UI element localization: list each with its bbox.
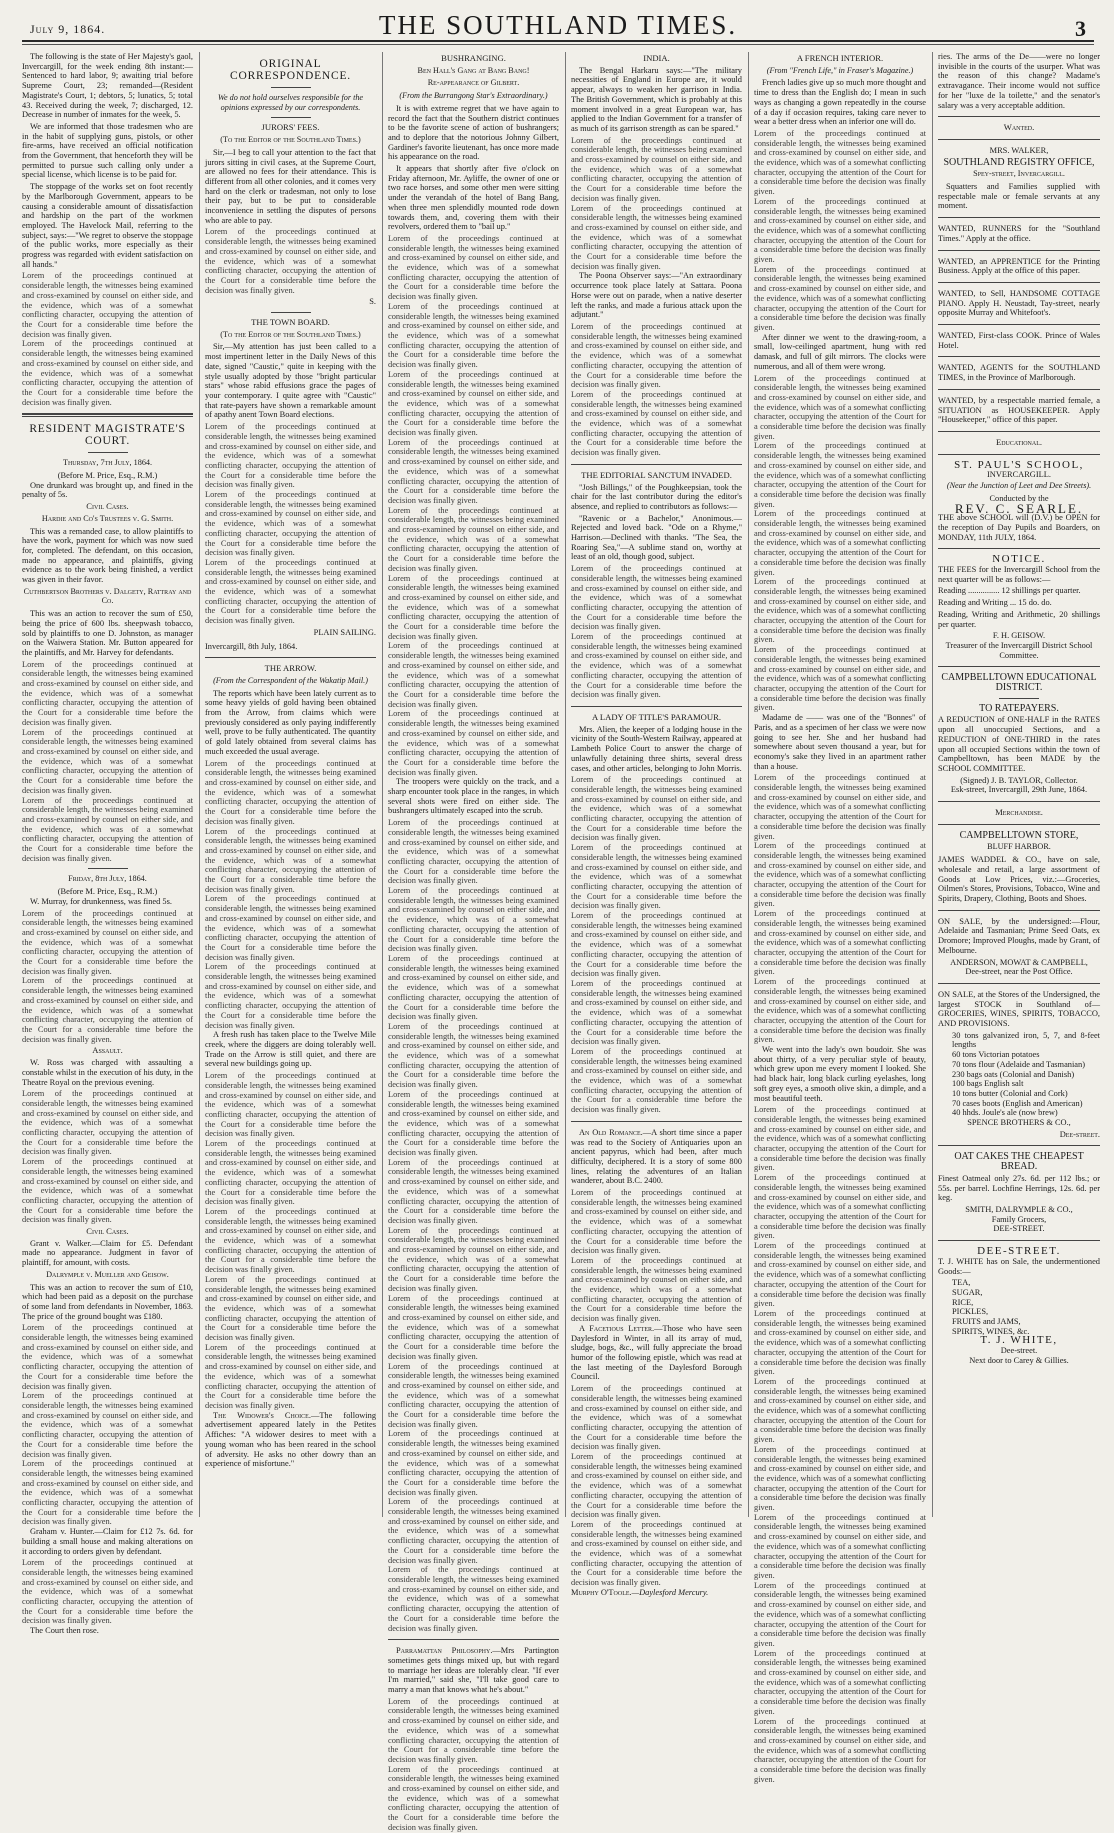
campbelltown-text: A REDUCTION of ONE-HALF in the RATES upon all unoccupied Sections, and a REDUCTION of ONE-THIRD in the rates upon all occupied Sections within the town of Campbelltown, has been MADE by the SCHOOL COMMITTEE. bbox=[938, 715, 1100, 773]
assault-heading: Assault. bbox=[92, 1045, 123, 1056]
goods-item: TEA, bbox=[952, 1278, 971, 1288]
ad-rule bbox=[938, 548, 1100, 549]
stock-item: 30 tons galvanized iron, 5, 7, and 8-feet lengths bbox=[952, 1030, 1100, 1050]
filler-text: Lorem of the proceedings continued at considerable length, the witnesses being examined and cross-examined by counsel on either side, and the evidence, which was of a somewhat conflicting character, occupying the attention of the Court for a considerable time before the decision was finally given. bbox=[205, 894, 376, 962]
arrow-text: A fresh rush has taken place to the Twelve Mile creek, where the diggers are doing tolerably well. Trade on the Arrow is still quiet, and there are several new buildings going up. bbox=[205, 1030, 376, 1069]
school-name: ST. PAUL'S SCHOOL, bbox=[954, 458, 1084, 471]
filler-text: Lorem of the proceedings continued at considerable length, the witnesses being examined and cross-examined by counsel on either side, and the evidence, which was of a somewhat conflicting character, occupying the attention of the Court for a considerable time before the decision was finally given. bbox=[754, 1648, 926, 1716]
facetious-letter-title: A Facetious Letter. bbox=[579, 1323, 655, 1333]
oatcake-signature-line: DEE-STREET. bbox=[993, 1224, 1045, 1234]
filler-text: Lorem of the proceedings continued at considerable length, the witnesses being examined and cross-examined by counsel on either side, and the evidence, which was of a somewhat conflicting character, occupying the attention of the Court for a considerable time before the decision was finally given. bbox=[388, 886, 559, 954]
fee-line: Reading, Writing and Arithmetic, 20 shillings per quarter. bbox=[938, 609, 1100, 629]
filler-text: Lorem of the proceedings continued at considerable length, the witnesses being examined and cross-examined by counsel on either side, and the evidence, which was of a somewhat conflicting character, occupying the attention of the Court for a considerable time before the decision was finally given. bbox=[571, 1046, 742, 1115]
dee-street-heading: DEE-STREET. bbox=[977, 1245, 1061, 1258]
case-text: This was a remanded case, to allow plaintiffs to have the work, payment for which was now sued for, completed. The defendant, on this occasion, made no appearance, and plaintiffs, giving evidence as to the work being finished, a verdict was given in their favor. bbox=[22, 526, 193, 585]
filler-text: Lorem of the proceedings continued at considerable length, the witnesses being examined and cross-examined by counsel on either side, and the evidence, which was of a somewhat conflicting character, occupying the attention of the Court for a considerable time before the decision was finally given. bbox=[388, 1293, 559, 1361]
lady-of-title-text: Mrs. Alien, the keeper of a lodging house in the vicinity of the South-Western Railway, appeared at Lambeth Police Court to answer the charge of unlawfully detaining three shirts, several dress cases, and other articles, belonging to John Morris. bbox=[571, 724, 742, 773]
wanted-ad: WANTED, an APPRENTICE for the Printing Business. Apply at the office of this paper. bbox=[938, 256, 1100, 276]
partington-item bbox=[388, 1646, 559, 1695]
divider bbox=[999, 698, 1039, 699]
white-text: T. J. WHITE has on Sale, the undermentioned Goods:— bbox=[938, 1256, 1100, 1276]
correspondence-heading: ORIGINAL CORRESPONDENCE. bbox=[230, 58, 351, 82]
civil-cases-heading: Civil Cases. bbox=[86, 501, 129, 512]
filler-text: Lorem of the proceedings continued at considerable length, the witnesses being examined and cross-examined by counsel on either side, and the evidence, which was of a somewhat conflicting character, occupying the attention of the Court for a considerable time before the decision was finally given. bbox=[205, 490, 376, 558]
filler-text: Lorem of the proceedings continued at considerable length, the witnesses being examined and cross-examined by counsel on either side, and the evidence, which was of a somewhat conflicting character, occupying the attention of the Court for a considerable time before the decision was finally given. bbox=[205, 962, 376, 1030]
educational-heading: Educational. bbox=[995, 436, 1043, 447]
filler-text: Lorem of the proceedings continued at considerable length, the witnesses being examined and cross-examined by counsel on either side, and the evidence, which was of a somewhat conflicting character, occupying the attention of the Court for a considerable time before the decision was finally given. bbox=[22, 1323, 193, 1391]
filler-text: Lorem of the proceedings continued at considerable length, the witnesses being examined and cross-examined by counsel on either side, and the evidence, which was of a somewhat conflicting character, occupying the attention of the Court for a considerable time before the decision was finally given. bbox=[388, 953, 559, 1022]
oatcake-heading: OAT CAKES THE CHEAPEST BREAD. bbox=[954, 1151, 1084, 1173]
masthead bbox=[22, 10, 1094, 42]
fee-line: Reading ............... 12 shillings per quarter. bbox=[938, 586, 1081, 596]
filler-text: Lorem of the proceedings continued at considerable length, the witnesses being examined and cross-examined by counsel on either side, and the evidence, which was of a somewhat conflicting character, occupying the attention of the Court for a considerable time before the decision was finally given. bbox=[388, 233, 559, 302]
ad-rule bbox=[938, 217, 1100, 218]
facetious-letter-source: —Daylesford Mercury. bbox=[631, 1587, 709, 1597]
filler-text: Lorem of the proceedings continued at considerable length, the witnesses being examined and cross-examined by counsel on either side, and the evidence, which was of a somewhat conflicting character, occupying the attention of the Court for a considerable time before the decision was finally given. bbox=[388, 1157, 559, 1225]
case-title: Hardie and Co's Trustees v. G. Smith. bbox=[41, 513, 174, 523]
white-address: Next door to Carey & Gillies. bbox=[969, 1355, 1069, 1365]
masthead-rule bbox=[22, 44, 1094, 45]
letter-address: (To the Editor of the Southland Times.) bbox=[220, 135, 361, 145]
filler-text: Lorem of the proceedings continued at considerable length, the witnesses being examined and cross-examined by counsel on either side, and the evidence, which was of a somewhat conflicting character, occupying the attention of the Court for a considerable time before the decision was finally given. bbox=[205, 1342, 376, 1410]
filler-text: Lorem of the proceedings continued at considerable length, the witnesses being examined and cross-examined by counsel on either side, and the evidence, which was of a somewhat conflicting character, occupying the attention of the Court for a considerable time before the decision was finally given. bbox=[22, 1558, 193, 1626]
filler-text: Lorem of the proceedings continued at considerable length, the witnesses being examined and cross-examined by counsel on either side, and the evidence, which was of a somewhat conflicting character, occupying the attention of the Court for a considerable time before the decision was finally given. bbox=[22, 1089, 193, 1157]
ad-rule bbox=[938, 983, 1100, 984]
bushranging-subhead: Re-appearance of Gilbert. bbox=[427, 78, 520, 88]
bushranging-subhead: Ben Hall's Gang at Bang Bang! bbox=[417, 65, 530, 75]
wanted-ad: WANTED, AGENTS for the SOUTHLAND TIMES, in the Province of Marlborough. bbox=[938, 363, 1100, 383]
filler-text: Lorem of the proceedings continued at considerable length, the witnesses being examined and cross-examined by counsel on either side, and the evidence, which was of a somewhat conflicting character, occupying the attention of the Court for a considerable time before the decision was finally given. bbox=[388, 1089, 559, 1158]
school-text: THE above SCHOOL will (D.V.) be OPEN for the reception of Day Pupils and Boarders, on MONDAY, 11th JULY, 1864. bbox=[938, 513, 1100, 542]
store-name: CAMPBELLTOWN STORE, bbox=[959, 829, 1079, 841]
case-text: Graham v. Hunter.—Claim for £12 7s. 6d. for building a small house and making alterations on it according to orders given by defendant. bbox=[22, 1527, 193, 1556]
school-location: (Near the Junction of Leet and Dee Streets). bbox=[946, 481, 1092, 491]
goods-item: FRUITS and JAMS, bbox=[952, 1317, 1021, 1327]
case-text: Grant v. Walker.—Claim for £5. Defendant made no appearance. Judgment in favor of plaintiff, for amount, with costs. bbox=[22, 1238, 193, 1268]
widower-item bbox=[205, 1411, 376, 1469]
letter-signature: S. bbox=[369, 297, 376, 307]
wanted-ad: WANTED, by a respectable married female, a SITUATION as HOUSEKEEPER. Apply "Housekeeper," office of this paper. bbox=[938, 395, 1100, 425]
facetious-letter-item bbox=[571, 1324, 742, 1382]
ad-rule bbox=[938, 1240, 1100, 1241]
filler-text: Lorem of the proceedings continued at considerable length, the witnesses being examined and cross-examined by counsel on either side, and the evidence, which was of a somewhat conflicting character, occupying the attention of the Court for a considerable time before the decision was finally given. bbox=[205, 1274, 376, 1343]
campbelltown-district-heading: CAMPBELLTOWN EDUCATIONAL DISTRICT. bbox=[941, 672, 1097, 694]
campbelltown-signature: (Signed) J. B. TAYLOR, Collector. bbox=[960, 775, 1078, 785]
french-interior-text: After dinner we went to the drawing-room, a small, low-ceilinged apartment, hung with red damask, and full of gilt mirrors. The clocks were numerous, and all of them were wrong. bbox=[754, 332, 926, 371]
filler-text: Lorem of the proceedings continued at considerable length, the witnesses being examined and cross-examined by counsel on either side, and the evidence, which was of a somewhat conflicting character, occupying the attention of the Court for a considerable time before the decision was finally given. bbox=[388, 1361, 559, 1429]
filler-text: Lorem of the proceedings continued at considerable length, the witnesses being examined and cross-examined by counsel on either side, and the evidence, which was of a somewhat conflicting character, occupying the attention of the Court for a considerable time before the decision was finally given. bbox=[388, 709, 559, 777]
section-rule bbox=[205, 657, 376, 658]
filler-text: Lorem of the proceedings continued at considerable length, the witnesses being examined and cross-examined by counsel on either side, and the evidence, which was of a somewhat conflicting character, occupying the attention of the Court for a considerable time before the decision was finally given. bbox=[754, 977, 926, 1045]
filler-text: Lorem of the proceedings continued at considerable length, the witnesses being examined and cross-examined by counsel on either side, and the evidence, which was of a somewhat conflicting character, occupying the attention of the Court for a considerable time before the decision was finally given. bbox=[22, 727, 193, 795]
oatcake-signature-line: Family Grocers, bbox=[991, 1214, 1047, 1224]
section-rule bbox=[938, 431, 1100, 432]
filler-text: Lorem of the proceedings continued at considerable length, the witnesses being examined and cross-examined by counsel on either side, and the evidence, which was of a somewhat conflicting character, occupying the attention of the Court for a considerable time before the decision was finally given. bbox=[754, 909, 926, 977]
divider bbox=[271, 87, 311, 88]
divider bbox=[88, 868, 128, 869]
ad-rule bbox=[938, 324, 1100, 325]
old-romance-item bbox=[571, 1128, 742, 1186]
filler-text: Lorem of the proceedings continued at considerable length, the witnesses being examined and cross-examined by counsel on either side, and the evidence, which was of a somewhat conflicting character, occupying the attention of the Court for a considerable time before the decision was finally given. bbox=[388, 1764, 559, 1832]
french-interior-source: (From "French Life," in Fraser's Magazine.) bbox=[766, 65, 914, 75]
india-heading: INDIA. bbox=[643, 53, 670, 63]
case-text: This was an action to recover the sum of £50, being the price of 600 lbs. sheepwash tobacco, sold by plaintiffs to one D. Johnston, as manager on the Waiwera Station. Mr. Button appeared for the plaintiffs, and Mr. Harvey for defendants. bbox=[22, 609, 193, 657]
goods-item: PICKLES, bbox=[952, 1307, 989, 1317]
sale-text: ON SALE, at the Stores of the Undersigned, the largest STOCK in Southland of—GROCERIES, WINES, SPIRITS, TOBACCO, AND PROVISIONS. bbox=[938, 989, 1100, 1029]
oatcake-signature: SMITH, DALRYMPLE & CO., bbox=[965, 1204, 1073, 1214]
filler-text: Lorem of the proceedings continued at considerable length, the witnesses being examined and cross-examined by counsel on either side, and the evidence, which was of a somewhat conflicting character, occupying the attention of the Court for a considerable time before the decision was finally given. bbox=[22, 659, 193, 727]
section-rule bbox=[388, 1639, 559, 1640]
stock-item: 40 hhds. Joule's ale (now brew) bbox=[952, 1108, 1058, 1118]
filler-text: Lorem of the proceedings continued at considerable length, the witnesses being examined and cross-examined by counsel on either side, and the evidence, which was of a somewhat conflicting character, occupying the attention of the Court for a considerable time before the decision was finally given. bbox=[22, 271, 193, 339]
india-text: The Bengal Harkaru says:—"The military necessities of England in Europe are, it would appear, always to weaken her garrison in India. The British Government, which is probably at this moment involved in a great European war, has applied to the Indian Government for a transfer of as much of its garrison strength as can be spared." bbox=[571, 65, 742, 133]
filler-text: Lorem of the proceedings continued at considerable length, the witnesses being examined and cross-examined by counsel on either side, and the evidence, which was of a somewhat conflicting character, occupying the attention of the Court for a considerable time before the decision was finally given. bbox=[388, 641, 559, 709]
case-title: Dalrymple v. Mueller and Geisow. bbox=[46, 1269, 169, 1279]
filler-text: Lorem of the proceedings continued at considerable length, the witnesses being examined and cross-examined by counsel on either side, and the evidence, which was of a somewhat conflicting character, occupying the attention of the Court for a considerable time before the decision was finally given. bbox=[754, 441, 926, 509]
india-text: The Poona Observer says:—"An extraordinary occurrence took place lately at Sattara. Poona Horse were out on parade, when a native deserter left the ranks, and made a furious attack upon the adjutant." bbox=[571, 271, 742, 320]
filler-text: Lorem of the proceedings continued at considerable length, the witnesses being examined and cross-examined by counsel on either side, and the evidence, which was of a somewhat conflicting character, occupying the attention of the Court for a considerable time before the decision was finally given. bbox=[754, 773, 926, 841]
divider bbox=[88, 452, 128, 453]
old-romance-text: —A short time since a paper was read to the Society of Antiquaries upon an ancient papyrus, which had been, after much difficulty, deciphered. It is a story of some 800 lines, relating the adventures of an Italian wanderer, about B.C. 2400. bbox=[571, 1127, 743, 1186]
filler-text: Lorem of the proceedings continued at considerable length, the witnesses being examined and cross-examined by counsel on either side, and the evidence, which was of a somewhat conflicting character, occupying the attention of the Court for a considerable time before the decision was finally given. bbox=[754, 1241, 926, 1309]
wanted-heading: Wanted. bbox=[1003, 122, 1035, 133]
filler-text: Lorem of the proceedings continued at considerable length, the witnesses being examined and cross-examined by counsel on either side, and the evidence, which was of a somewhat conflicting character, occupying the attention of the Court for a considerable time before the decision was finally given. bbox=[754, 1716, 926, 1784]
filler-text: Lorem of the proceedings continued at considerable length, the witnesses being examined and cross-examined by counsel on either side, and the evidence, which was of a somewhat conflicting character, occupying the attention of the Court for a considerable time before the decision was finally given. bbox=[388, 1021, 559, 1090]
filler-text: Lorem of the proceedings continued at considerable length, the witnesses being examined and cross-examined by counsel on either side, and the evidence, which was of a somewhat conflicting character, occupying the attention of the Court for a considerable time before the decision was finally given. bbox=[754, 1376, 926, 1445]
letter-title: JURORS' FEES. bbox=[261, 122, 320, 133]
facetious-letter-text: —Those who have seen Daylesford in Winter, in all its array of mud, sludge, bogs, &c., will fully appreciate the broad humor of the following epistle, which was read at the last meeting of the Daylesford Borough Council. bbox=[571, 1323, 742, 1382]
partington-title: Parramattan Philosophy. bbox=[396, 1646, 493, 1656]
bench: (Before M. Price, Esq., R.M.) bbox=[57, 887, 158, 897]
widower-title: The Widower's Choice. bbox=[213, 1410, 311, 1420]
ratepayers-heading: TO RATEPAYERS. bbox=[979, 702, 1059, 714]
school-reverend: REV. C. SEARLE. bbox=[954, 500, 1084, 516]
section-rule bbox=[571, 1121, 742, 1122]
goods-item: SUGAR, bbox=[952, 1287, 983, 1297]
filler-text: Lorem of the proceedings continued at considerable length, the witnesses being examined and cross-examined by counsel on either side, and the evidence, which was of a somewhat conflicting character, occupying the attention of the Court for a considerable time before the decision was finally given. bbox=[571, 978, 742, 1047]
letter-title: THE TOWN BOARD. bbox=[251, 317, 330, 328]
arrow-heading: THE ARROW. bbox=[264, 663, 317, 674]
store-location: BLUFF HARBOR. bbox=[987, 842, 1051, 852]
sale-address: Dee-street, near the Post Office. bbox=[965, 967, 1073, 977]
stock-item: 100 bags English salt bbox=[952, 1079, 1024, 1089]
french-interior-continued: ries. The arms of the De——were no longer invisible in the courts of the usurper. What was the reason of this change? Madame's extravagance. Their income would not suffice for her "luxe de la toilette," and the senator's salary was a very acceptable addition. bbox=[938, 52, 1100, 110]
filler-text: Lorem of the proceedings continued at considerable length, the witnesses being examined and cross-examined by counsel on either side, and the evidence, which was of a somewhat conflicting character, occupying the attention of the Court for a considerable time before the decision was finally given. bbox=[205, 1139, 376, 1207]
wanted-ad: WANTED, First-class COOK. Prince of Wales Hotel. bbox=[938, 331, 1100, 350]
filler-text: Lorem of the proceedings continued at considerable length, the witnesses being examined and cross-examined by counsel on either side, and the evidence, which was of a somewhat conflicting character, occupying the attention of the Court for a considerable time before the decision was finally given. bbox=[388, 818, 559, 886]
registry-address: Spey-street, Invercargill. bbox=[973, 169, 1065, 179]
column-1 bbox=[22, 52, 198, 1636]
filler-text: Lorem of the proceedings continued at considerable length, the witnesses being examined and cross-examined by counsel on either side, and the evidence, which was of a somewhat conflicting character, occupying the attention of the Court for a considerable time before the decision was finally given. bbox=[571, 1452, 742, 1520]
filler-text: Lorem of the proceedings continued at considerable length, the witnesses being examined and cross-examined by counsel on either side, and the evidence, which was of a somewhat conflicting character, occupying the attention of the Court for a considerable time before the decision was finally given. bbox=[571, 321, 742, 390]
filler-text: Lorem of the proceedings continued at considerable length, the witnesses being examined and cross-examined by counsel on either side, and the evidence, which was of a somewhat conflicting character, occupying the attention of the Court for a considerable time before the decision was finally given. bbox=[571, 632, 742, 700]
school-conducted-by: Conducted by the bbox=[989, 493, 1049, 503]
page-number: 3 bbox=[1075, 16, 1086, 41]
arrow-text: The reports which have been lately current as to some heavy yields of gold having been obtained from the Arrow, from claims which were previously considered as only paying indifferently well, prove to be fully authenticated. The quantity of gold lately obtained from several claims has much exceeded the usual average. bbox=[205, 688, 376, 756]
letter-body: Sir,—My attention has just been called to a most impertinent letter in the Daily News of this date, signed "Caustic," quite in keeping with the style usually adopted by those "bright particular stars" whose rabid effusions grace the pages of your contemporary. I quite agree with "Caustic" that rate-payers have shown a remarkable amount of apathy anent Town Board elections. bbox=[205, 342, 376, 420]
section-rule bbox=[938, 801, 1100, 802]
bushranging-text: It is with extreme regret that we have again to record the fact that the Southern district continues to be the favorite scene of action of bushrangers; and to deplore that the notorious Johnny Gilbert, Gardiner's favorite lieutenant, has once more made his appearance on the road. bbox=[388, 103, 559, 162]
filler-text: Lorem of the proceedings continued at considerable length, the witnesses being examined and cross-examined by counsel on either side, and the evidence, which was of a somewhat conflicting character, occupying the attention of the Court for a considerable time before the decision was finally given. bbox=[754, 196, 926, 265]
assault-text: W. Ross was charged with assaulting a constable whilst in the execution of his duty, in the Theatre Royal on the previous evening. bbox=[22, 1058, 193, 1087]
column-2 bbox=[199, 52, 381, 1517]
letter-date: Invercargill, 8th July, 1864. bbox=[205, 641, 298, 651]
filler-text: Lorem of the proceedings continued at considerable length, the witnesses being examined and cross-examined by counsel on either side, and the evidence, which was of a somewhat conflicting character, occupying the attention of the Court for a considerable time before the decision was finally given. bbox=[22, 795, 193, 863]
filler-text: Lorem of the proceedings continued at considerable length, the witnesses being examined and cross-examined by counsel on either side, and the evidence, which was of a somewhat conflicting character, occupying the attention of the Court for a considerable time before the decision was finally given. bbox=[388, 301, 559, 370]
stock-item: 230 bags oats (Colonial and Danish) bbox=[952, 1069, 1075, 1079]
wanted-ad: WANTED, to Sell, HANDSOME COTTAGE PIANO. Apply H. Neustadt, Tay-street, nearly opposite Murray and Whitefoot's. bbox=[938, 288, 1100, 318]
partington-text: —Mrs Partington sometimes gets things mixed up, but with regard to marriage her ideas are tolerably clear. "If ever I'm married," said she, "I'll take good care to marry a man that knows what he's about." bbox=[388, 1646, 559, 1695]
wanted-ad: WANTED, RUNNERS for the "Southland Times." Apply at the office. bbox=[938, 224, 1100, 243]
section-rule bbox=[571, 706, 742, 707]
filler-text: Lorem of the proceedings continued at considerable length, the witnesses being examined and cross-examined by counsel on either side, and the evidence, which was of a somewhat conflicting character, occupying the attention of the Court for a considerable time before the decision was finally given. bbox=[22, 1459, 193, 1527]
merchandise-heading: Merchandise. bbox=[995, 807, 1043, 818]
filler-text: Lorem of the proceedings continued at considerable length, the witnesses being examined and cross-examined by counsel on either side, and the evidence, which was of a somewhat conflicting character, occupying the attention of the Court for a considerable time before the decision was finally given. bbox=[205, 826, 376, 894]
bushranging-text: It appears that shortly after five o'clock on Friday afternoon, Mr. Ayliffe, the owner of one or two race horses, and some other men were sitting under the verandah of the hotel of Bang Bang, when three men splendidly mounted rode down towards them, and, covering them with their revolvers, ordered them to "bail up." bbox=[388, 164, 559, 232]
filler-text: Lorem of the proceedings continued at considerable length, the witnesses being examined and cross-examined by counsel on either side, and the evidence, which was of a somewhat conflicting character, occupying the attention of the Court for a considerable time before the decision was finally given. bbox=[754, 645, 926, 713]
goods-item: SPIRITS, WINES, &c. bbox=[952, 1326, 1030, 1336]
fee-line: Reading and Writing ... 15 do. do. bbox=[938, 598, 1052, 608]
ad-rule bbox=[938, 910, 1100, 911]
section-rule bbox=[938, 454, 1100, 455]
french-interior-heading: A FRENCH INTERIOR. bbox=[796, 53, 884, 63]
filler-text: Lorem of the proceedings continued at considerable length, the witnesses being examined and cross-examined by counsel on either side, and the evidence, which was of a somewhat conflicting character, occupying the attention of the Court for a considerable time before the decision was finally given. bbox=[388, 1429, 559, 1497]
letter-address: (To the Editor of the Southland Times.) bbox=[220, 329, 361, 339]
filler-text: Lorem of the proceedings continued at considerable length, the witnesses being examined and cross-examined by counsel on either side, and the evidence, which was of a somewhat conflicting character, occupying the attention of the Court for a considerable time before the decision was finally given. bbox=[205, 557, 376, 626]
bushranging-text: The troopers were quickly on the track, and a sharp encounter took place in the ranges, in which several shots were fired on either side. The bushrangers ultimately escaped into the scrub. bbox=[388, 777, 559, 816]
old-romance-title: An Old Romance. bbox=[579, 1127, 643, 1137]
filler-text: Lorem of the proceedings continued at considerable length, the witnesses being examined and cross-examined by counsel on either side, and the evidence, which was of a somewhat conflicting character, occupying the attention of the Court for a considerable time before the decision was finally given. bbox=[22, 1157, 193, 1225]
court-heading: RESIDENT MAGISTRATE'S COURT. bbox=[29, 423, 186, 448]
section-rule bbox=[22, 413, 193, 417]
filler-text: Lorem of the proceedings continued at considerable length, the witnesses being examined and cross-examined by counsel on either side, and the evidence, which was of a somewhat conflicting character, occupying the attention of the Court for a considerable time before the decision was finally given. bbox=[388, 437, 559, 505]
facetious-letter-signature: Murphy O'Toole. bbox=[571, 1587, 632, 1597]
stock-item: 10 tons butter (Colonial and Cork) bbox=[952, 1088, 1068, 1098]
ad-rule bbox=[938, 250, 1100, 251]
letter-signoff bbox=[571, 1588, 742, 1598]
filler-text: Lorem of the proceedings continued at considerable length, the witnesses being examined and cross-examined by counsel on either side, and the evidence, which was of a somewhat conflicting character, occupying the attention of the Court for a considerable time before the decision was finally given. bbox=[388, 369, 559, 438]
lady-of-title-heading: A LADY OF TITLE'S PARAMOUR. bbox=[592, 712, 721, 722]
filler-text: Lorem of the proceedings continued at considerable length, the witnesses being examined and cross-examined by counsel on either side, and the evidence, which was of a somewhat conflicting character, occupying the attention of the Court for a considerable time before the decision was finally given. bbox=[571, 203, 742, 271]
column-3 bbox=[382, 52, 564, 1832]
filler-text: Lorem of the proceedings continued at considerable length, the witnesses being examined and cross-examined by counsel on either side, and the evidence, which was of a somewhat conflicting character, occupying the attention of the Court for a considerable time before the decision was finally given. bbox=[754, 373, 926, 441]
editorial-disclaimer: We do not hold ourselves responsible for the opinions expressed by our correspondents. bbox=[217, 93, 364, 112]
stock-item: 60 tons Victorian potatoes bbox=[952, 1050, 1040, 1060]
gaol-report: The following is the state of Her Majesty's gaol, Invercargill, for the week ending 8th instant:—Sentenced to hard labor, 9; awaiting trial before Supreme Court, 23; remanded—(Resident Magistrate's Court, 1; debtors, 5; lunatics, 5; total 43. Received during the week, 7; discharged, 12. Decrease in number of inmates for the week, 5. bbox=[22, 52, 193, 120]
store-text: JAMES WADDEL & CO., have on sale, wholesale and retail, a large assortment of Goods at Low Prices, viz.:—Groceries, Oilmen's Stores, Provisions, Tobacco, Wine and Spirits, Drapery, Clothing, Boots and Shoes. bbox=[938, 855, 1100, 903]
case-title: Cuthbertson Brothers v. Dalgety, Rattray and Co. bbox=[23, 586, 192, 606]
filler-text: Lorem of the proceedings continued at considerable length, the witnesses being examined and cross-examined by counsel on either side, and the evidence, which was of a somewhat conflicting character, occupying the attention of the Court for a considerable time before the decision was finally given. bbox=[571, 389, 742, 458]
public-works-article: The stoppage of the works set on foot recently by the Marlborough Government, appears to be causing a considerable amount of dissatisfaction and hardship on the part of the workmen employed. The Havelock Mail, referring to the subject, says:—"We regret to observe the stoppage of the public works, more especially as their progress was regarded with evident satisfaction on all hands." bbox=[22, 182, 193, 269]
filler-text: Lorem of the proceedings continued at considerable length, the witnesses being examined and cross-examined by counsel on either side, and the evidence, which was of a somewhat conflicting character, occupying the attention of the Court for a considerable time before the decision was finally given. bbox=[754, 1512, 926, 1580]
column-6-advertisements bbox=[932, 52, 1100, 1517]
editorial-sanctum-heading: THE EDITORIAL SANCTUM INVADED. bbox=[581, 469, 732, 480]
filler-text: Lorem of the proceedings continued at considerable length, the witnesses being examined and cross-examined by counsel on either side, and the evidence, which was of a somewhat conflicting character, occupying the attention of the Court for a considerable time before the decision was finally given. bbox=[571, 775, 742, 843]
editorial-sanctum-text: "Ravenic or a Bachelor," Anonimous.—Rejected and loved back. "Ode on a Rhyme," Harrison.—Declined with thanks. "The Sea, the Roaring Sea,"—A sublime stand on, worthy at least of an old, though good, subject. bbox=[571, 513, 742, 562]
filler-text: Lorem of the proceedings continued at considerable length, the witnesses being examined and cross-examined by counsel on either side, and the evidence, which was of a somewhat conflicting character, occupying the attention of the Court for a considerable time before the decision was finally given. bbox=[388, 573, 559, 641]
arrow-source: (From the Correspondent of the Wakatip Mail.) bbox=[213, 675, 368, 685]
court-rose: The Court then rose. bbox=[30, 1626, 99, 1636]
filler-text: Lorem of the proceedings continued at considerable length, the witnesses being examined and cross-examined by counsel on either side, and the evidence, which was of a somewhat conflicting character, occupying the attention of the Court for a considerable time before the decision was finally given. bbox=[205, 422, 376, 490]
filler-text: Lorem of the proceedings continued at considerable length, the witnesses being examined and cross-examined by counsel on either side, and the evidence, which was of a somewhat conflicting character, occupying the attention of the Court for a considerable time before the decision was finally given. bbox=[205, 758, 376, 826]
fee-signature: F. H. GEISOW. bbox=[992, 631, 1046, 641]
filler-text: Lorem of the proceedings continued at considerable length, the witnesses being examined and cross-examined by counsel on either side, and the evidence, which was of a somewhat conflicting character, occupying the attention of the Court for a considerable time before the decision was finally given. bbox=[571, 1188, 742, 1256]
case-text: This was an action to recover the sum of £10, which had been paid as a deposit on the purchase of some land from defendants in November, 1863. The price of the ground bought was £180. bbox=[22, 1282, 193, 1321]
filler-text: Lorem of the proceedings continued at considerable length, the witnesses being examined and cross-examined by counsel on either side, and the evidence, which was of a somewhat conflicting character, occupying the attention of the Court for a considerable time before the decision was finally given. bbox=[754, 841, 926, 909]
filler-text: Lorem of the proceedings continued at considerable length, the witnesses being examined and cross-examined by counsel on either side, and the evidence, which was of a somewhat conflicting character, occupying the attention of the Court for a considerable time before the decision was finally given. bbox=[754, 128, 926, 197]
bushranging-heading: BUSHRANGING. bbox=[441, 53, 506, 63]
filler-text: Lorem of the proceedings continued at considerable length, the witnesses being examined and cross-examined by counsel on either side, and the evidence, which was of a somewhat conflicting character, occupying the attention of the Court for a considerable time before the decision was finally given. bbox=[754, 577, 926, 645]
widower-text: —The following advertisement appeared lately in the Petites Affiches: "A widower desires to meet with a young woman who has been reared in the school of adversity. He asks no other dowry than an experience of misfortune." bbox=[205, 1410, 377, 1469]
registry-office-title: SOUTHLAND REGISTRY OFFICE, bbox=[943, 156, 1095, 168]
sale-address: Dee-street. bbox=[1059, 1129, 1100, 1139]
filler-text: Lorem of the proceedings continued at considerable length, the witnesses being examined and cross-examined by counsel on either side, and the evidence, which was of a somewhat conflicting character, occupying the attention of the Court for a considerable time before the decision was finally given. bbox=[571, 564, 742, 632]
civil-cases-heading: Civil Cases. bbox=[86, 1226, 129, 1237]
court-date: Thursday, 7th July, 1864. bbox=[62, 458, 153, 468]
column-4 bbox=[565, 52, 747, 1597]
filler-text: Lorem of the proceedings continued at considerable length, the witnesses being examined and cross-examined by counsel on either side, and the evidence, which was of a somewhat conflicting character, occupying the attention of the Court for a considerable time before the decision was finally given. bbox=[571, 135, 742, 203]
fee-signature-title: Treasurer of the Invercargill District School Committee. bbox=[945, 640, 1093, 660]
filler-text: Lorem of the proceedings continued at considerable length, the witnesses being examined and cross-examined by counsel on either side, and the evidence, which was of a somewhat conflicting character, occupying the attention of the Court for a considerable time before the decision was finally given. bbox=[22, 339, 193, 407]
filler-text: Lorem of the proceedings continued at considerable length, the witnesses being examined and cross-examined by counsel on either side, and the evidence, which was of a somewhat conflicting character, occupying the attention of the Court for a considerable time before the decision was finally given. bbox=[205, 1206, 376, 1275]
filler-text: Lorem of the proceedings continued at considerable length, the witnesses being examined and cross-examined by counsel on either side, and the evidence, which was of a somewhat conflicting character, occupying the attention of the Court for a considerable time before the decision was finally given. bbox=[571, 1384, 742, 1452]
letter-body: Sir,—I beg to call your attention to the fact that jurors sitting in civil cases, at the Supreme Court, are allowed no fees for their attendance. This is different from all other colonies, and it comes very hard on the clerk or tradesman, not only to lose their pay, but to be put to considerable inconvenience in settling the disputes of persons who are able to pay. bbox=[205, 147, 376, 225]
ad-rule bbox=[938, 666, 1100, 667]
filler-text: Lorem of the proceedings continued at considerable length, the witnesses being examined and cross-examined by counsel on either side, and the evidence, which was of a somewhat conflicting character, occupying the attention of the Court for a considerable time before the decision was finally given. bbox=[205, 227, 376, 295]
filler-text: Lorem of the proceedings continued at considerable length, the witnesses being examined and cross-examined by counsel on either side, and the evidence, which was of a somewhat conflicting character, occupying the attention of the Court for a considerable time before the decision was finally given. bbox=[22, 976, 193, 1044]
section-rule bbox=[571, 464, 742, 465]
drunkard-entry: One drunkard was brought up, and fined in the penalty of 5s. bbox=[22, 480, 193, 500]
filler-text: Lorem of the proceedings continued at considerable length, the witnesses being examined and cross-examined by counsel on either side, and the evidence, which was of a somewhat conflicting character, occupying the attention of the Court for a considerable time before the decision was finally given. bbox=[571, 1255, 742, 1324]
stock-item: 70 cases boots (English and American) bbox=[952, 1098, 1083, 1108]
oatcake-text: Finest Oatmeal only 27s. 6d. per 112 lbs.; or 55s. per barrel. Lochfine Herrings, 12s. 6d. per keg. bbox=[938, 1173, 1100, 1203]
sale-text: ON SALE, by the undersigned:—Flour, Adelaide and Tasmanian; Prime Seed Oats, ex Dromore; Improved Ploughs, made by Grant, of Melbourne. bbox=[938, 916, 1100, 955]
notice-heading: NOTICE. bbox=[992, 553, 1046, 566]
filler-text: Lorem of the proceedings continued at considerable length, the witnesses being examined and cross-examined by counsel on either side, and the evidence, which was of a somewhat conflicting character, occupying the attention of the Court for a considerable time before the decision was finally given. bbox=[388, 1225, 559, 1293]
ad-rule bbox=[938, 1145, 1100, 1146]
registry-proprietor: MRS. WALKER, bbox=[989, 145, 1049, 155]
campbelltown-date: Esk-street, Invercargill, 29th June, 1864. bbox=[950, 785, 1088, 795]
filler-text: Lorem of the proceedings continued at considerable length, the witnesses being examined and cross-examined by counsel on either side, and the evidence, which was of a somewhat conflicting character, occupying the attention of the Court for a considerable time before the decision was finally given. bbox=[754, 1105, 926, 1173]
filler-text: Lorem of the proceedings continued at considerable length, the witnesses being examined and cross-examined by counsel on either side, and the evidence, which was of a somewhat conflicting character, occupying the attention of the Court for a considerable time before the decision was finally given. bbox=[754, 264, 926, 332]
goods-item: RICE, bbox=[952, 1297, 974, 1307]
filler-text: Lorem of the proceedings continued at considerable length, the witnesses being examined and cross-examined by counsel on either side, and the evidence, which was of a somewhat conflicting character, occupying the attention of the Court for a considerable time before the decision was finally given. bbox=[571, 843, 742, 911]
editorial-sanctum-text: "Josh Billings," of the Poughkeepsian, took the chair for the last contributor during the editor's absence, and replied to contributors as follows:— bbox=[571, 482, 742, 511]
filler-text: Lorem of the proceedings continued at considerable length, the witnesses being examined and cross-examined by counsel on either side, and the evidence, which was of a somewhat conflicting character, occupying the attention of the Court for a considerable time before the decision was finally given. bbox=[388, 1696, 559, 1764]
sale-signature: SPENCE BROTHERS & CO., bbox=[967, 1118, 1071, 1128]
white-signature: T. J. WHITE, bbox=[980, 1334, 1058, 1347]
filler-text: Lorem of the proceedings continued at considerable length, the witnesses being examined and cross-examined by counsel on either side, and the evidence, which was of a somewhat conflicting character, occupying the attention of the Court for a considerable time before the decision was finally given. bbox=[754, 1580, 926, 1648]
bushranging-source: (From the Burrangong Star's Extraordinary.) bbox=[399, 91, 548, 101]
ad-rule bbox=[938, 282, 1100, 283]
divider bbox=[271, 312, 311, 313]
issue-date: July 9, 1864. bbox=[30, 22, 106, 36]
section-rule bbox=[938, 824, 1100, 825]
filler-text: Lorem of the proceedings continued at considerable length, the witnesses being examined and cross-examined by counsel on either side, and the evidence, which was of a somewhat conflicting character, occupying the attention of the Court for a considerable time before the decision was finally given. bbox=[205, 1071, 376, 1139]
french-interior-text: We went into the lady's own boudoir. She was about thirty, of a very peculiar style of beauty, which grew upon me every moment I looked. She had black hair, long black curling eyelashes, long soft grey eyes, a smooth olive skin, a dimple, and a most beautiful teeth. bbox=[754, 1045, 926, 1103]
sale-signature: ANDERSON, MOWAT & CAMPBELL, bbox=[950, 957, 1088, 967]
bench: (Before M. Price, Esq., R.M.) bbox=[57, 471, 158, 481]
ad-rule bbox=[938, 356, 1100, 357]
french-interior-text: French ladies give up so much more thought and time to dress than the English do; I mean in such ways as changing a gown repeatedly in the course of a day if occasion requires, taking care never to wear a better dress when an inferior one will do. bbox=[754, 78, 926, 127]
firearms-notice: We are informed that those tradesmen who are in the habit of supplying guns, pistols, or other fire-arms, have received an official notification from the Government, that henceforth they will be permitted to pursue such calling only under a special license, which license is to be paid for. bbox=[22, 121, 193, 180]
section-rule bbox=[938, 116, 1100, 117]
school-town: INVERCARGILL. bbox=[987, 470, 1051, 480]
drunkard-entry: W. Murray, for drunkenness, was fined 5s. bbox=[30, 896, 172, 906]
column-5 bbox=[748, 52, 931, 1784]
filler-text: Lorem of the proceedings continued at considerable length, the witnesses being examined and cross-examined by counsel on either side, and the evidence, which was of a somewhat conflicting character, occupying the attention of the Court for a considerable time before the decision was finally given. bbox=[388, 505, 559, 573]
french-interior-text: Madame de —— was one of the "Bonnes" of Paris, and as a specimen of her class we were now going to see her. She and her husband had somewhere about seven thousand a year, but for economy's sake they lived in an apartment rather than a house. bbox=[754, 713, 926, 771]
ad-rule bbox=[938, 389, 1100, 390]
filler-text: Lorem of the proceedings continued at considerable length, the witnesses being examined and cross-examined by counsel on either side, and the evidence, which was of a somewhat conflicting character, occupying the attention of the Court for a considerable time before the decision was finally given. bbox=[22, 908, 193, 976]
filler-text: Lorem of the proceedings continued at considerable length, the witnesses being examined and cross-examined by counsel on either side, and the evidence, which was of a somewhat conflicting character, occupying the attention of the Court for a considerable time before the decision was finally given. bbox=[388, 1497, 559, 1565]
filler-text: Lorem of the proceedings continued at considerable length, the witnesses being examined and cross-examined by counsel on either side, and the evidence, which was of a somewhat conflicting character, occupying the attention of the Court for a considerable time before the decision was finally given. bbox=[754, 1309, 926, 1377]
registry-text: Squatters and Families supplied with respectable male or female servants at any moment. bbox=[938, 182, 1100, 211]
white-address: Dee-street. bbox=[1000, 1346, 1038, 1356]
notice-text: THE FEES for the Invercargill School from the next quarter will be as follows:— bbox=[938, 565, 1100, 584]
divider bbox=[271, 117, 311, 118]
court-date: Friday, 8th July, 1864. bbox=[68, 874, 147, 884]
newspaper-title: THE SOUTHLAND TIMES. bbox=[378, 10, 738, 40]
filler-text: Lorem of the proceedings continued at considerable length, the witnesses being examined and cross-examined by counsel on either side, and the evidence, which was of a somewhat conflicting character, occupying the attention of the Court for a considerable time before the decision was finally given. bbox=[388, 1565, 559, 1633]
filler-text: Lorem of the proceedings continued at considerable length, the witnesses being examined and cross-examined by counsel on either side, and the evidence, which was of a somewhat conflicting character, occupying the attention of the Court for a considerable time before the decision was finally given. bbox=[22, 1391, 193, 1459]
filler-text: Lorem of the proceedings continued at considerable length, the witnesses being examined and cross-examined by counsel on either side, and the evidence, which was of a somewhat conflicting character, occupying the attention of the Court for a considerable time before the decision was finally given. bbox=[754, 509, 926, 577]
section-rule bbox=[938, 139, 1100, 140]
filler-text: Lorem of the proceedings continued at considerable length, the witnesses being examined and cross-examined by counsel on either side, and the evidence, which was of a somewhat conflicting character, occupying the attention of the Court for a considerable time before the decision was finally given. bbox=[571, 1519, 742, 1588]
stock-item: 70 tons flour (Adelaide and Tasmanian) bbox=[952, 1059, 1085, 1069]
filler-text: Lorem of the proceedings continued at considerable length, the witnesses being examined and cross-examined by counsel on either side, and the evidence, which was of a somewhat conflicting character, occupying the attention of the Court for a considerable time before the decision was finally given. bbox=[754, 1173, 926, 1241]
letter-signature: PLAIN SAILING. bbox=[313, 627, 376, 637]
filler-text: Lorem of the proceedings continued at considerable length, the witnesses being examined and cross-examined by counsel on either side, and the evidence, which was of a somewhat conflicting character, occupying the attention of the Court for a considerable time before the decision was finally given. bbox=[754, 1444, 926, 1513]
filler-text: Lorem of the proceedings continued at considerable length, the witnesses being examined and cross-examined by counsel on either side, and the evidence, which was of a somewhat conflicting character, occupying the attention of the Court for a considerable time before the decision was finally given. bbox=[571, 911, 742, 979]
